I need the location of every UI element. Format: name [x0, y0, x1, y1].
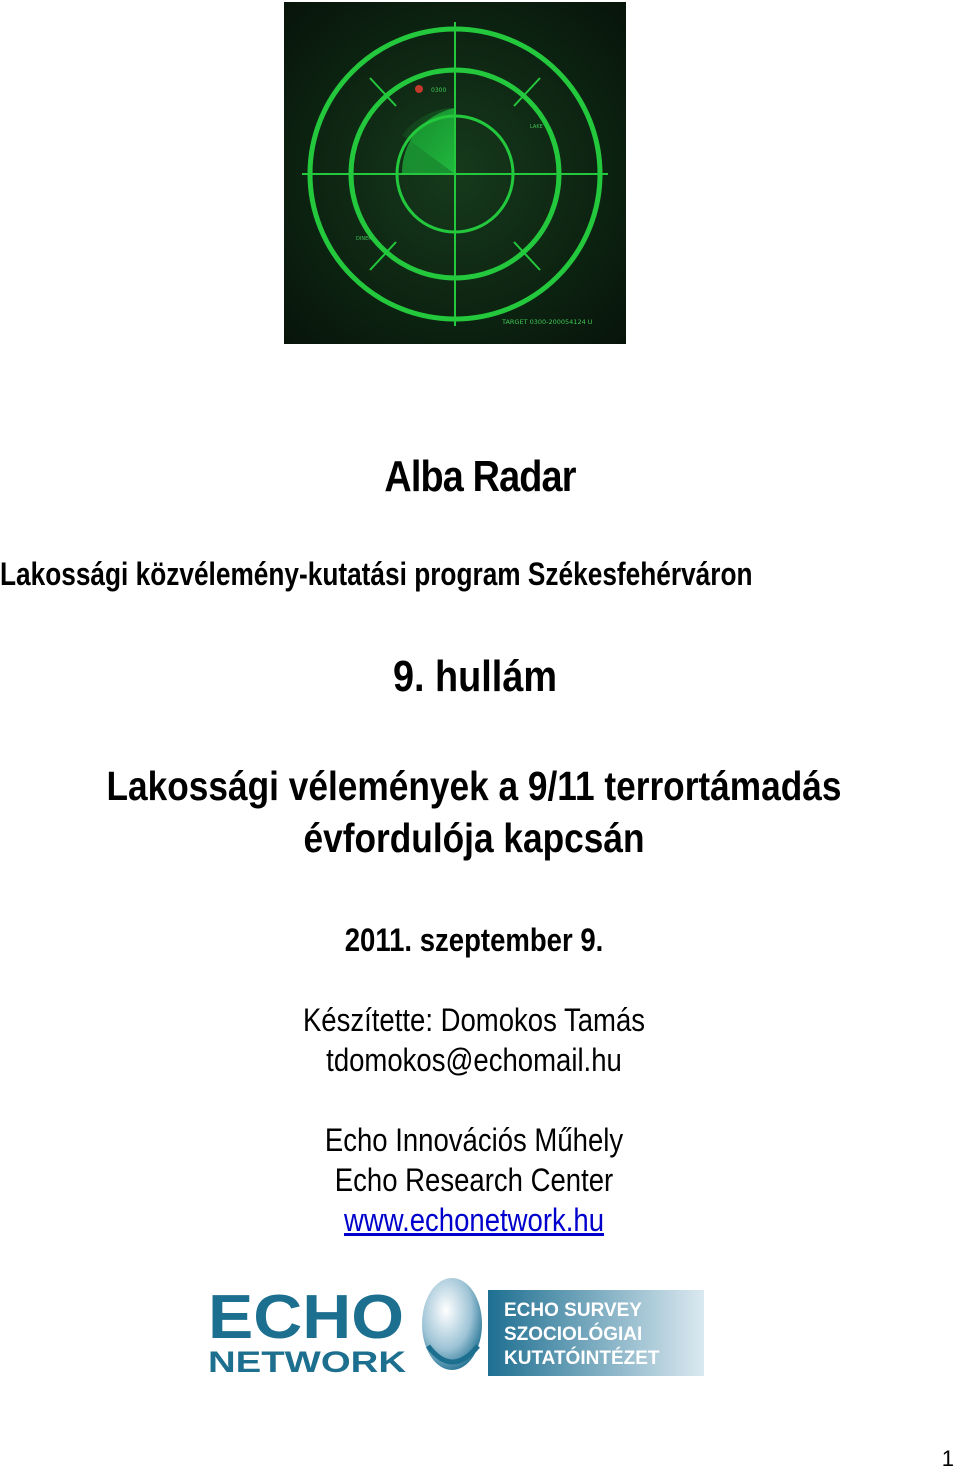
- website-link[interactable]: www.echonetwork.hu: [343, 1202, 605, 1238]
- organization-block: [61, 1120, 887, 1240]
- wave-number: 9. hullám: [392, 652, 558, 701]
- document-subtitle: Lakossági közvélemény-kutatási program Székesfehérváron: [0, 556, 753, 592]
- logo-panel-line-1: ECHO SURVEY: [504, 1300, 642, 1321]
- page-number: 1: [941, 1446, 954, 1471]
- topic-line-1: Lakossági vélemények a 9/11 terrortámadás: [106, 763, 842, 809]
- logo-word-echo: ECHO: [208, 1283, 404, 1352]
- svg-text:LAKE: LAKE: [530, 124, 543, 130]
- topic-heading: [61, 760, 887, 864]
- org-name-english: Echo Research Center: [334, 1162, 614, 1198]
- logo-panel-line-3: KUTATÓINTÉZET: [504, 1348, 660, 1369]
- author-name: Készítette: Domokos Tamás: [302, 1002, 646, 1038]
- logo-panel-line-2: SZOCIOLÓGIAI: [504, 1324, 643, 1345]
- radar-image: [284, 2, 626, 344]
- logo-word-network: NETWORK: [208, 1346, 407, 1379]
- topic-line-2: évfordulója kapcsán: [303, 815, 645, 861]
- svg-text:0300: 0300: [431, 87, 447, 94]
- author-email: tdomokos@echomail.hu: [326, 1042, 622, 1078]
- echo-network-logo: [206, 1276, 704, 1380]
- author-block: [61, 1000, 887, 1080]
- radar-label: TARGET 0300-200054124 U: [502, 318, 593, 326]
- svg-text:DINER: DINER: [356, 236, 372, 242]
- org-name: Echo Innovációs Műhely: [324, 1122, 624, 1158]
- report-date: 2011. szeptember 9.: [344, 922, 604, 958]
- document-title: Alba Radar: [384, 452, 576, 501]
